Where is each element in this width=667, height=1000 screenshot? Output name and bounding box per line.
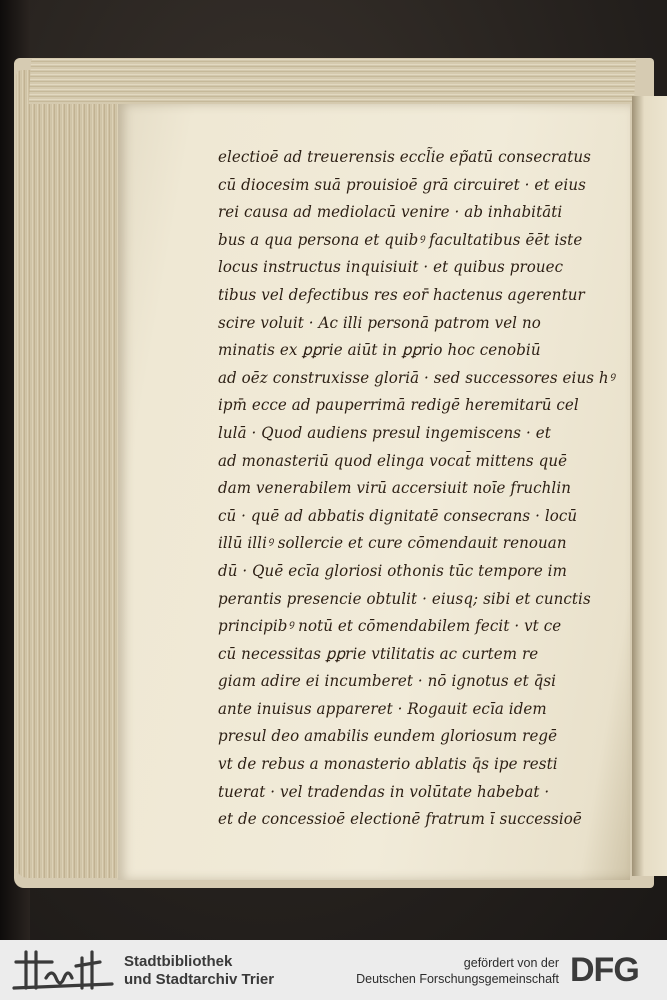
manuscript-line: locus instructus inquisiuit · et quibus prouec bbox=[218, 258, 564, 277]
manuscript-line: principibꝰ notū et cōmendabilem fecit · vt ce bbox=[218, 617, 562, 636]
manuscript-line: rei causa ad mediolacū venire · ab inhabitāti bbox=[218, 203, 563, 222]
manuscript-line: giam adire ei incumberet · nō ignotus et q̄si bbox=[218, 672, 557, 691]
dfg-logo: DFG bbox=[570, 951, 639, 989]
manuscript-line: perantis presencie obtulit · eiusq; sibi et cunctis bbox=[218, 589, 591, 608]
manuscript-line: cū diocesim suā prouisioē grā circuiret · et eius bbox=[218, 175, 586, 194]
manuscript-line: ad monasteriū quod elinga vocat̄ mittens quē bbox=[218, 451, 568, 470]
institution-name-line1: Stadtbibliothek bbox=[124, 953, 233, 970]
manuscript-line: electioē ad treuerensis eccl̃ie ep̃atū consecratus bbox=[218, 148, 591, 166]
footer-bar bbox=[0, 940, 667, 1000]
manuscript-line: dū · Quē ecīa gloriosi othonis tūc tempore im bbox=[218, 561, 567, 580]
manuscript-line: ipm̄ ecce ad pauperrimā redigē heremitarū cel bbox=[218, 396, 579, 415]
manuscript-line: bus a qua persona et quibꝰ facultatibus ēēt iste bbox=[218, 230, 583, 249]
manuscript-line: cū necessitas ꝑꝑrie vtilitatis ac curtem re bbox=[218, 644, 539, 663]
manuscript-line: illū illiꝰ sollercie et cure cōmendauit renouan bbox=[218, 534, 567, 553]
manuscript-line: tuerat · vel tradendas in volūtate habebat · bbox=[218, 782, 550, 801]
manuscript-line: cū · quē ad abbatis dignitatē consecrans · locū bbox=[218, 506, 578, 525]
page-top-edges bbox=[29, 58, 636, 104]
manuscript-text bbox=[218, 144, 618, 834]
manuscript-line: tibus vel defectibus res eor̄ hactenus agerentur bbox=[218, 285, 585, 304]
manuscript-line: vt de rebus a monasterio ablatis q̄s ipe resti bbox=[218, 755, 558, 774]
institution-name bbox=[124, 953, 274, 989]
facing-page-edge bbox=[632, 96, 667, 876]
manuscript-line: presul deo amabilis eundem gloriosum regē bbox=[218, 727, 558, 746]
funding-note-line2: Deutschen Forschungsgemeinschaft bbox=[356, 972, 559, 986]
funding-note bbox=[356, 955, 559, 987]
manuscript-line: et de concessioē electionē fratrum ī successioē bbox=[218, 810, 582, 829]
stadtbibliothek-trier-logo-icon bbox=[12, 948, 116, 992]
manuscript-line: dam venerabilem virū accersiuit noīe fruchlin bbox=[218, 479, 572, 498]
institution-name-line2: und Stadtarchiv Trier bbox=[124, 971, 275, 988]
manuscript-line: minatis ex ꝑꝑrie aiūt in ꝑꝑrio hoc cenobiū bbox=[218, 341, 541, 360]
manuscript-line: scire voluit · Ac illi personā patrom vel no bbox=[218, 313, 541, 332]
manuscript-line: ante inuisus appareret · Rogauit ecīa idem bbox=[218, 699, 547, 718]
manuscript-line: ad oēz construxisse gloriā · sed successores eius hꝰ bbox=[218, 368, 615, 387]
manuscript-line: lulā · Quod audiens presul ingemiscens · et bbox=[218, 423, 551, 442]
funding-note-line1: gefördert von der bbox=[463, 956, 559, 970]
page-stack-edge bbox=[16, 70, 126, 878]
